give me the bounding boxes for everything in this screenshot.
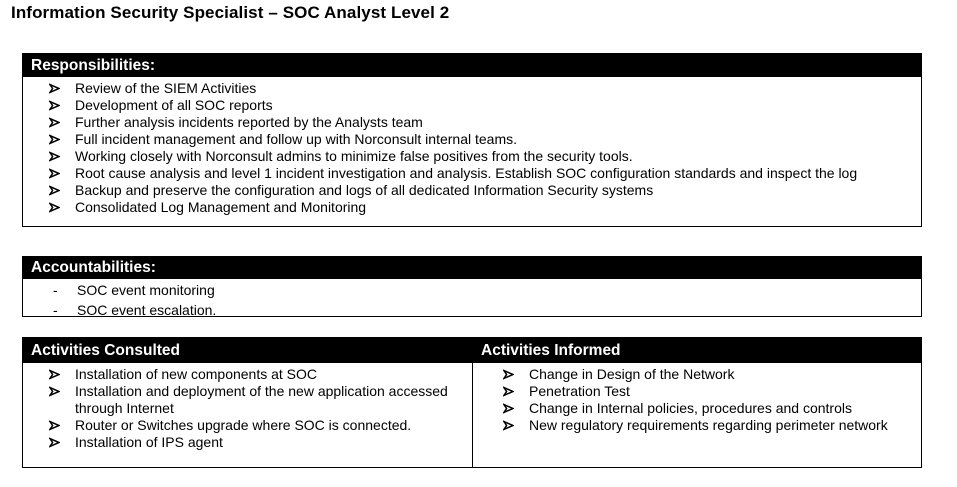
activities-informed-heading: Activities Informed	[481, 341, 621, 359]
list-item	[23, 383, 466, 417]
accountabilities-header-bar	[23, 257, 921, 279]
list-item-text: Further analysis incidents reported by the Analysts team	[75, 114, 423, 130]
list-item	[23, 366, 466, 383]
list-item-text: SOC event escalation.	[77, 301, 217, 316]
arrow-bullet-icon	[503, 366, 529, 383]
arrow-bullet-icon	[503, 400, 529, 417]
activities-consulted-column	[23, 363, 473, 467]
list-item-text: SOC event monitoring	[77, 282, 215, 298]
list-item-text: Root cause analysis and level 1 incident investigation and analysis. Establish SOC configuration standards and inspect the log	[75, 165, 858, 181]
activities-header-bar	[23, 338, 921, 363]
arrow-bullet-icon	[49, 165, 75, 182]
activities-consulted-list	[23, 363, 472, 467]
list-item	[23, 148, 915, 165]
arrow-bullet-icon	[49, 434, 75, 451]
list-item-text: Installation of IPS agent	[75, 434, 223, 450]
dash-bullet-icon: -	[53, 282, 58, 298]
list-item-text: Penetration Test	[529, 383, 630, 399]
arrow-bullet-icon	[49, 80, 75, 97]
list-item-text: Change in Design of the Network	[529, 366, 735, 382]
list-item	[23, 199, 915, 216]
responsibilities-body	[23, 77, 921, 226]
list-item-text: Installation of new components at SOC	[75, 366, 318, 382]
arrow-bullet-icon	[49, 199, 75, 216]
accountabilities-list	[23, 279, 921, 316]
list-item-text: Change in Internal policies, procedures and controls	[529, 400, 852, 416]
arrow-bullet-icon	[49, 97, 75, 114]
responsibilities-header-bar	[23, 54, 921, 77]
accountabilities-body	[23, 279, 921, 316]
list-item	[23, 182, 915, 199]
list-item	[473, 417, 915, 434]
list-item-text: Router or Switches upgrade where SOC is connected.	[75, 417, 412, 433]
list-item-text: Working closely with Norconsult admins to minimize false positives from the security tools.	[75, 148, 633, 164]
list-item	[23, 301, 915, 317]
list-item	[473, 400, 915, 417]
arrow-bullet-icon	[49, 366, 75, 383]
list-item-text: New regulatory requirements regarding perimeter network	[529, 417, 888, 433]
list-item	[23, 417, 466, 434]
page-title: Information Security Specialist – SOC Analyst Level 2	[11, 3, 450, 22]
activities-body	[23, 363, 921, 467]
list-item	[473, 383, 915, 400]
arrow-bullet-icon	[49, 148, 75, 165]
arrow-bullet-icon	[503, 417, 529, 434]
list-item-text: Consolidated Log Management and Monitoring	[75, 199, 367, 215]
activities-informed-list	[473, 363, 921, 467]
list-item	[23, 165, 915, 182]
responsibilities-section	[22, 53, 922, 227]
list-item-text: Review of the SIEM Activities	[75, 80, 257, 96]
list-item	[23, 131, 915, 148]
arrow-bullet-icon	[49, 131, 75, 148]
list-item	[23, 281, 915, 301]
list-item-text: Backup and preserve the configuration and logs of all dedicated Information Security systems	[75, 182, 654, 198]
list-item	[473, 366, 915, 383]
accountabilities-heading: Accountabilities:	[31, 259, 156, 276]
arrow-bullet-icon	[49, 383, 75, 400]
activities-section	[22, 337, 922, 468]
arrow-bullet-icon	[49, 114, 75, 131]
list-item-text: Full incident management and follow up with Norconsult internal teams.	[75, 131, 518, 147]
list-item-text: Installation and deployment of the new application accessed through Internet	[75, 383, 448, 416]
list-item-text: Development of all SOC reports	[75, 97, 273, 113]
arrow-bullet-icon	[503, 383, 529, 400]
dash-bullet-icon: -	[53, 301, 58, 316]
accountabilities-section	[22, 256, 922, 317]
list-item	[23, 434, 466, 451]
responsibilities-heading: Responsibilities:	[31, 56, 156, 74]
list-item	[23, 97, 915, 114]
activities-consulted-heading: Activities Consulted	[31, 341, 180, 359]
responsibilities-list	[23, 77, 921, 226]
list-item	[23, 80, 915, 97]
arrow-bullet-icon	[49, 182, 75, 199]
list-item	[23, 114, 915, 131]
activities-informed-column	[473, 363, 921, 467]
arrow-bullet-icon	[49, 417, 75, 434]
